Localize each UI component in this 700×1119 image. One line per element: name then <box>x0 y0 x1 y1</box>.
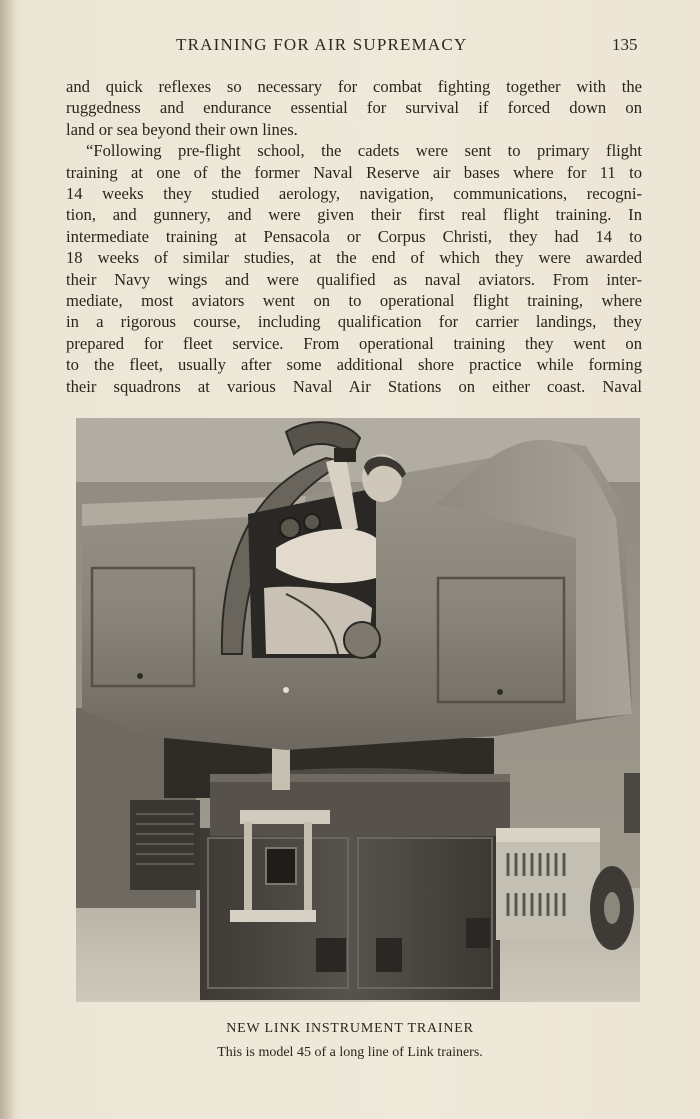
transformer-box <box>496 828 600 940</box>
running-header <box>0 35 700 59</box>
paragraph-1 <box>66 76 642 140</box>
text-line: their squadrons at various Naval Air Stations on either coast. Naval <box>66 376 642 396</box>
figure-caption-text: This is model 45 of a long line of Link trainers. <box>217 1045 483 1060</box>
running-title: TRAINING FOR AIR SUPREMACY <box>176 35 468 54</box>
text-line: in a rigorous course, including qualification for carrier landings, they <box>66 312 642 332</box>
text-line: 18 weeks of similar studies, at the end of which they were awarded <box>66 248 642 268</box>
text-line: tion, and gunnery, and were given their first real flight training. In <box>66 205 642 225</box>
text-line: prepared for fleet service. From operational training they went on <box>66 333 642 353</box>
turntable-skirt <box>210 774 510 836</box>
figure-caption-title: NEW LINK INSTRUMENT TRAINER <box>226 1021 474 1036</box>
text-line: training at one of the former Naval Reserve air bases where for 11 to <box>66 162 642 182</box>
page-number: 135 <box>612 35 638 54</box>
right-wall-panel <box>624 773 640 833</box>
text-line: mediate, most aviators went on to operational flight training, where <box>66 291 642 311</box>
paragraph-2 <box>66 140 642 397</box>
text-line: intermediate training at Pensacola or Corpus Christi, they had 14 to <box>66 226 642 246</box>
body-text <box>66 76 642 397</box>
control-wheel <box>344 622 380 658</box>
cabinet-meter <box>266 848 296 884</box>
photo-illustration <box>76 418 640 1002</box>
text-line: 14 weeks they studied aerology, navigation, communications, recogni- <box>66 184 642 204</box>
text-line: to the fleet, usually after some additional shore practice while forming <box>66 355 642 375</box>
step-plate <box>230 910 316 922</box>
text-line: their Navy wings and were qualified as naval aviators. From inter- <box>66 269 642 289</box>
text-line: “Following pre-flight school, the cadets were sent to primary flight <box>86 141 642 161</box>
text-line: land or sea beyond their own lines. <box>66 119 298 139</box>
hand-microphone <box>334 448 356 462</box>
instrument-gauge <box>280 518 300 538</box>
link-trainer-photo <box>76 418 640 1002</box>
text-line: and quick reflexes so necessary for combat fighting together with the <box>66 77 642 96</box>
binding-shadow <box>0 0 16 1119</box>
text-line: ruggedness and endurance essential for survival if forced down on <box>66 98 642 118</box>
step-frame-top <box>240 810 330 824</box>
